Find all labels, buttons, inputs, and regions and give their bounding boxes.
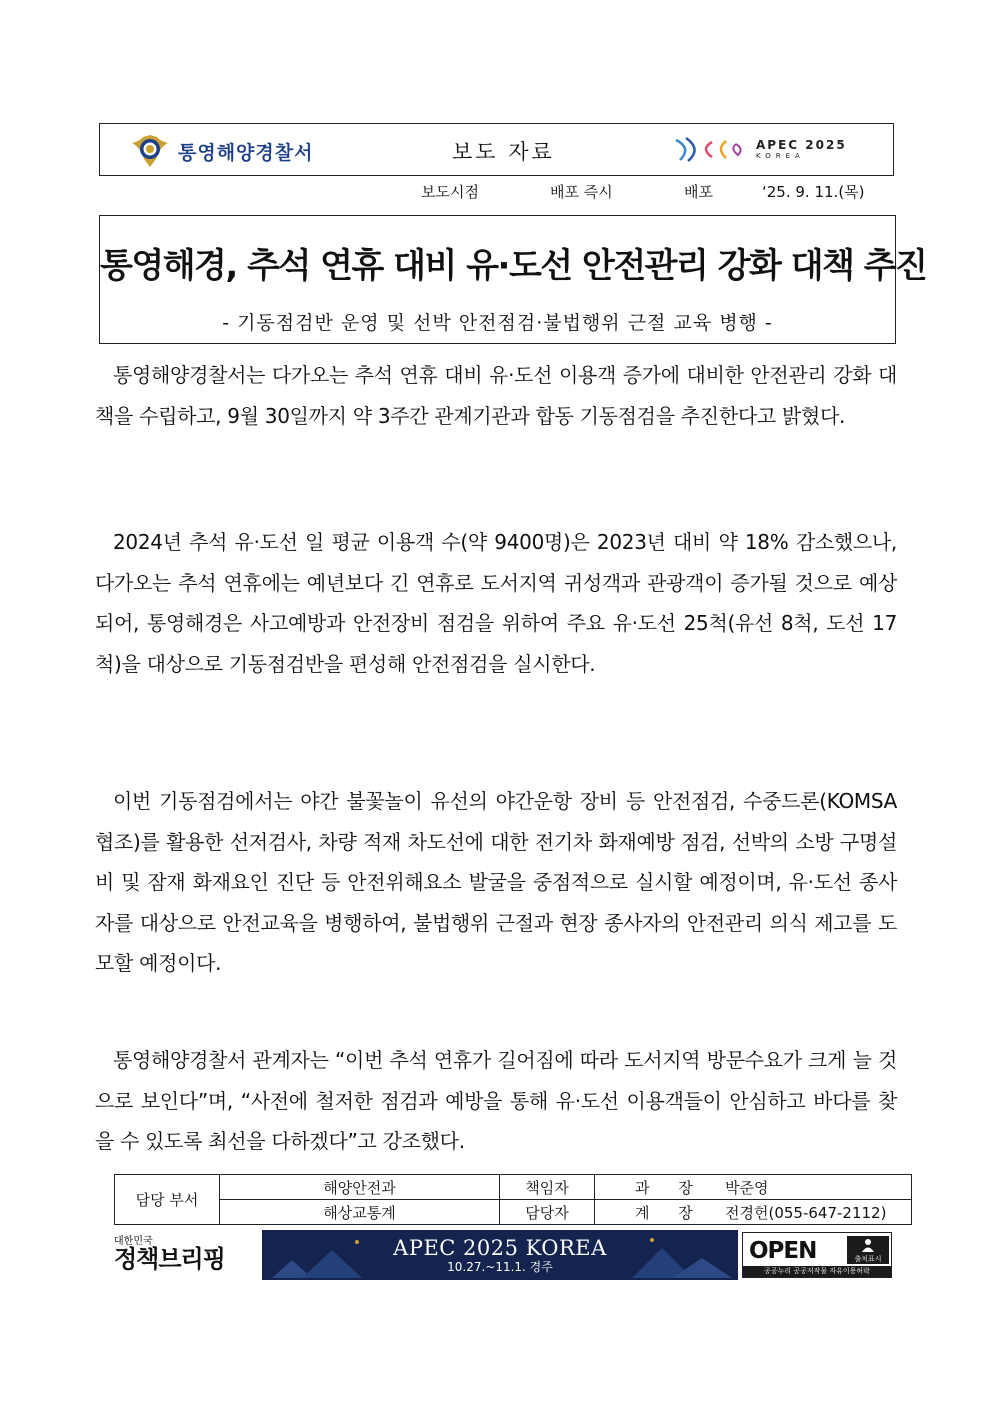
header-box <box>99 123 894 176</box>
dept-name: 해양안전과 <box>220 1175 500 1200</box>
open-foot: 공공누리 공공저작물 자유이용허락 <box>743 1266 891 1277</box>
apec-text-sub: KOREA <box>756 151 805 160</box>
coast-guard-emblem-icon <box>130 133 170 169</box>
table-row <box>115 1175 912 1200</box>
policy-briefing-logo <box>114 1232 229 1278</box>
badge-text: 출처표시 <box>854 1255 882 1263</box>
banner-title: APEC 2025 KOREA <box>393 1236 607 1260</box>
org-name: 통영해양경찰서 <box>178 141 314 164</box>
body-paragraph: 2024년 추석 유·도선 일 평균 이용객 수(약 9400명)은 2023년 대비 약 18% 감소했으나, 다가오는 추석 연휴에는 예년보다 긴 연휴로 도서지역 귀성객과 관광객이 증가될 것으로 예상되어, 통영해경은 사고예방과 안전장비 점검을 위하여 주요 유·도선 25척(유선 8척, 도선 17척)을 대상으로 기동점검반을 편성해 안전점검을 실시한다. <box>95 530 897 676</box>
attribution-badge <box>847 1236 889 1264</box>
person-name: 박준영 <box>725 1178 769 1197</box>
org-logo <box>130 133 313 169</box>
release-dist-label: 배포 <box>684 183 713 201</box>
apec-banner <box>262 1230 738 1280</box>
dept-name: 해상교통계 <box>220 1200 500 1225</box>
open-word: OPEN <box>749 1238 817 1264</box>
page-title: 통영해경, 추석 연휴 대비 유·도선 안전관리 강화 대책 추진 <box>100 246 927 286</box>
role-label: 책임자 <box>500 1175 595 1200</box>
body-paragraph: 통영해양경찰서는 다가오는 추석 연휴 대비 유·도선 이용객 증가에 대비한 안전관리 강화 대책을 수립하고, 9월 30일까지 약 3주간 관계기관과 합동 기동점검을 추진한다고 밝혔다. <box>95 363 897 428</box>
release-timing: 배포 즉시 <box>550 183 613 201</box>
release-label: 보도시점 <box>421 183 479 201</box>
dept-label: 담당 부서 <box>115 1175 220 1225</box>
role-label: 담당자 <box>500 1200 595 1225</box>
apec-logo <box>672 132 872 166</box>
body-paragraph: 이번 기동점검에서는 야간 불꽃놀이 유선의 야간운항 장비 등 안전점검, 수중드론(KOMSA 협조)를 활용한 선저검사, 차량 적재 차도선에 대한 전기차 화재예방 점검, 선박의 소방 구명설비 및 잠재 화재요인 진단 등 안전위해요소 발굴을 중점적으로 실시할 예정이며, 유·도선 종사자를 대상으로 안전교육을 병행하여, 불법행위 근절과 현장 종사자의 안전관리 의식 제고를 도모할 예정이다. <box>95 789 897 975</box>
apec-text <box>756 139 847 160</box>
kogl-open-badge <box>742 1232 892 1278</box>
brief-small: 대한민국 <box>114 1236 153 1247</box>
position: 계 장 <box>635 1203 705 1222</box>
apec-text-title: APEC 2025 <box>756 137 847 152</box>
body-paragraph: 통영해양경찰서 관계자는 “이번 추석 연휴가 길어짐에 따라 도서지역 방문수요가 크게 늘 것으로 보인다”며, “사전에 철저한 점검과 예방을 통해 유·도선 이용객들이 안심하고 바다를 찾을 수 있도록 최선을 다하겠다”고 강조했다. <box>95 1048 897 1153</box>
person-icon <box>861 1238 875 1252</box>
page-subtitle: - 기동점검반 운영 및 선박 안전점검·불법행위 근절 교육 병행 - <box>222 312 773 334</box>
release-date: ‘25. 9. 11.(목) <box>762 183 865 201</box>
person-name: 전경헌(055-647-2112) <box>725 1203 887 1222</box>
doc-type: 보도 자료 <box>452 140 555 164</box>
title-box <box>99 215 927 344</box>
position: 과 장 <box>635 1178 705 1197</box>
footer <box>114 1230 894 1280</box>
release-info <box>0 181 992 203</box>
banner-dates: 10.27.~11.1. 경주 <box>447 1260 553 1274</box>
contact-person <box>595 1175 912 1200</box>
brief-big: 정책브리핑 <box>114 1245 225 1273</box>
table-row <box>115 1200 912 1225</box>
contact-table <box>114 1174 912 1225</box>
apec-swirl-icon <box>672 134 750 164</box>
contact-person <box>595 1200 912 1225</box>
